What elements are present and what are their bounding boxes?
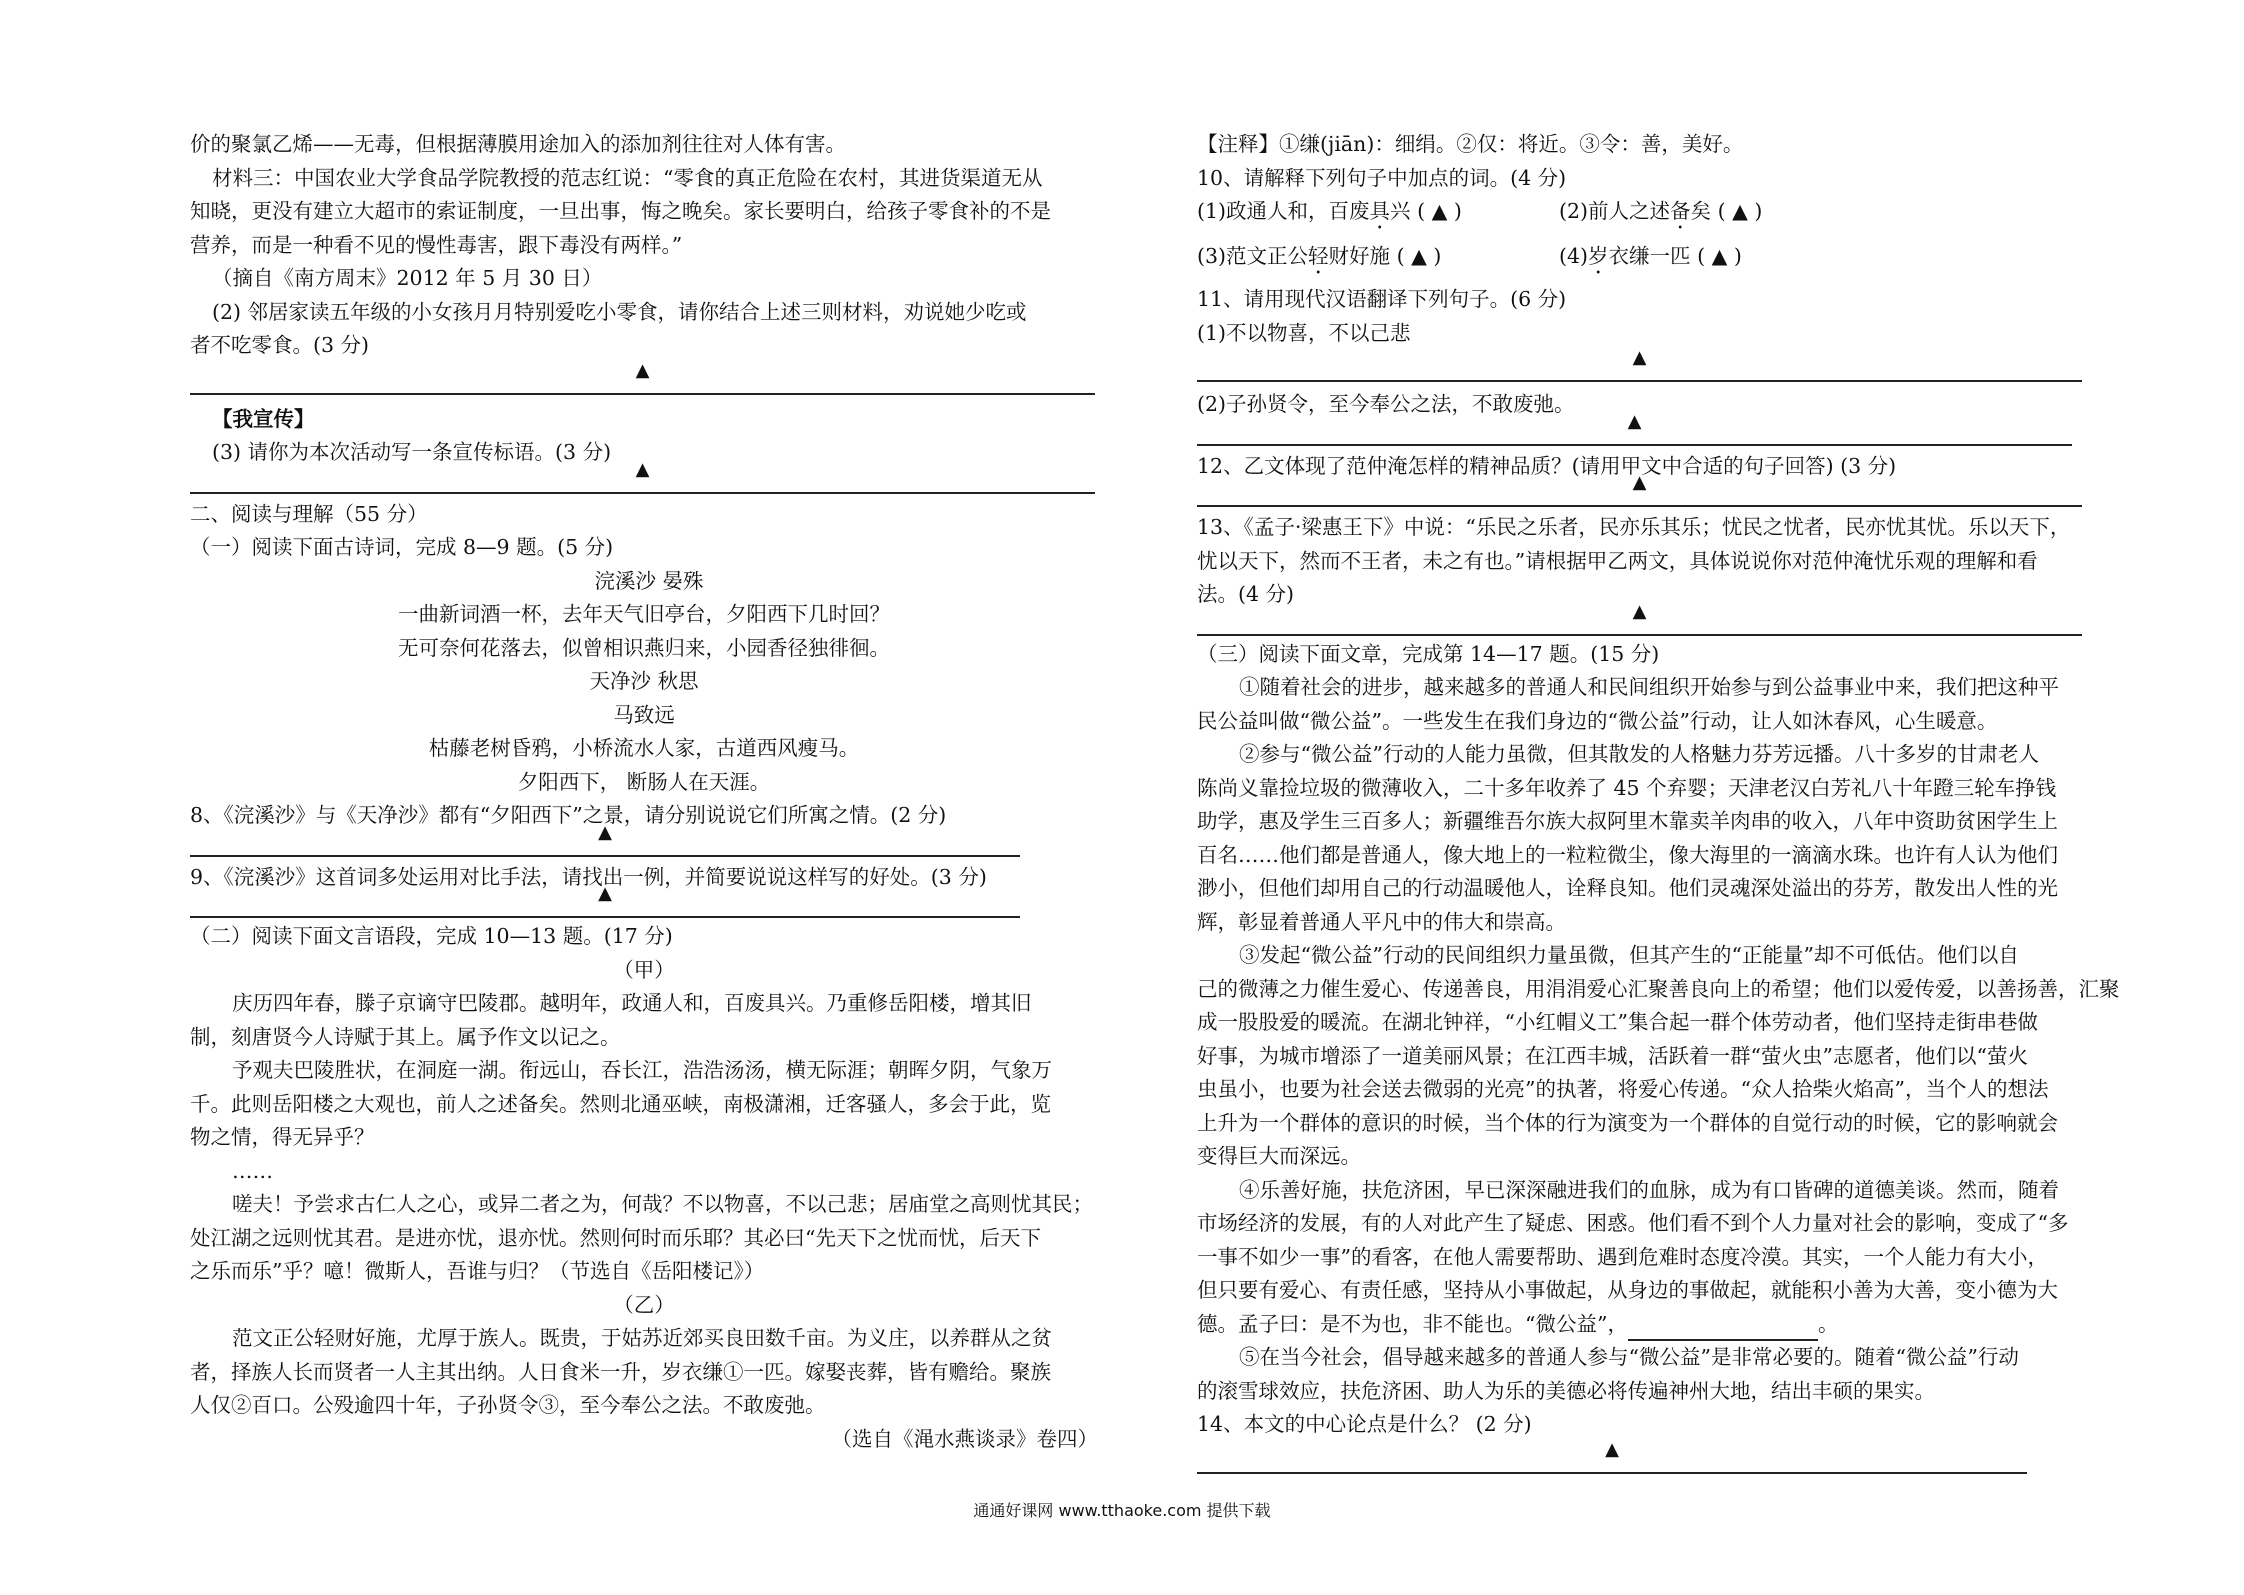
passage-line: 者，择族人长而贤者一人主其出纳。人日食米一升，岁衣缣①一匹。嫁娶丧葬，皆有赡给。聚族: [190, 1359, 1051, 1384]
article-line: 好事，为城市增添了一道美丽风景；在江西丰城，活跃着一群“萤火虫”志愿者，他们以“萤火: [1197, 1043, 2028, 1068]
article-line: ⑤在当今社会，倡导越来越多的普通人参与“微公益”是非常必要的。随着“微公益”行动: [1239, 1345, 2019, 1369]
question-11-2: (2)子孙贤令，至今奉公之法，不敢废弛。: [1197, 392, 1575, 416]
article-line: 市场经济的发展，有的人对此产生了疑虑、困惑。他们看不到个人力量对社会的影响，变成了“多: [1197, 1211, 2069, 1235]
article-line: 百名……他们都是普通人，像大地上的一粒粒微尘，像大海里的一滴滴水珠。也许有人认为他们: [1197, 842, 2058, 867]
q10-item-1: (1)政通人和，百废具兴 ( ▲ ): [1197, 199, 1462, 223]
answer-triangle-icon: ▲: [635, 458, 650, 480]
article-line: 变得巨大而深远。: [1197, 1144, 1361, 1168]
passage-ellipsis: ……: [232, 1158, 273, 1183]
article-line: 一事不如少一事”的看客，在他人需要帮助、遇到危难时态度冷漠。其实，一个人能力有大小，: [1197, 1244, 2048, 1269]
answer-line[interactable]: [1197, 1438, 2027, 1474]
subsection-heading: （二）阅读下面文言语段，完成 10—13 题。(17 分): [190, 924, 673, 948]
poem-title: 天净沙 秋思: [589, 669, 699, 693]
article-line: ①随着社会的进步，越来越多的普通人和民间组织开始参与到公益事业中来，我们把这种平: [1239, 675, 2059, 699]
text-line: 价的聚氯乙烯——无毒，但根据薄膜用途加入的添加剂往往对人体有害。: [190, 132, 846, 156]
answer-line[interactable]: [190, 359, 1095, 395]
answer-triangle-icon: ▲: [1632, 347, 1647, 368]
q10-item-4: (4)岁衣缣一匹 ( ▲ ): [1559, 244, 1742, 268]
answer-triangle-icon: ▲: [1627, 410, 1642, 432]
question-13: 忧以天下，然而不王者，未之有也。”请根据甲乙两文，具体说说你对范仲淹忧乐观的理解和看: [1197, 548, 2038, 573]
article-line: 己的微薄之力催生爱心、传递善良，用涓涓爱心汇聚善良向上的希望；他们以爱传爱，以善扬善，汇聚: [1197, 976, 2120, 1001]
passage-line: 千。此则岳阳楼之大观也，前人之述备矣。然则北通巫峡，南极潇湘，迁客骚人，多会于此，览: [190, 1091, 1051, 1116]
answer-line[interactable]: [1197, 410, 2072, 446]
source-citation: （摘自《南方周末》2012 年 5 月 30 日）: [212, 266, 603, 290]
answer-triangle-icon: ▲: [598, 821, 612, 843]
question-10-row: [1197, 240, 2112, 279]
article-line: 虫虽小，也要为社会送去微弱的光亮”的执著，将爱心传递。“众人拾柴火焰高”，当个人的想法: [1197, 1077, 2049, 1101]
poem-line: 无可奈何花落去，似曾相识燕归来，小园香径独徘徊。: [398, 635, 890, 660]
answer-line[interactable]: [190, 821, 1020, 857]
question-13: 13、《孟子·梁惠王下》中说：“乐民之乐者，民亦乐其乐；忧民之忧者，民亦忧其忧。乐以天下，: [1197, 515, 2071, 539]
source-citation: （选自《渑水燕谈录》卷四）: [831, 1426, 1098, 1451]
article-line: 成一股股爱的暖流。在湖北钟祥，“小红帽义工”集合起一群个体劳动者，他们坚持走街串巷做: [1197, 1010, 2038, 1034]
answer-line[interactable]: [1197, 347, 2082, 382]
question-10-row: [1197, 195, 2112, 234]
right-column: [1197, 128, 2120, 1474]
article-line: 民公益叫做“微公益”。一些发生在我们身边的“微公益”行动，让人如沐春风，心生暖意。: [1197, 708, 1998, 733]
question-10: 10、请解释下列句子中加点的词。(4 分): [1197, 165, 1567, 190]
q10-item-3: (3)范文正公轻财好施 ( ▲ ): [1197, 244, 1442, 268]
passage-line: 予观夫巴陵胜状，在洞庭一湖。衔远山，吞长江，浩浩汤汤，横无际涯；朝晖夕阴，气象万: [232, 1058, 1052, 1082]
annotation-note: 【注释】①缣(jiān)：细绢。②仅：将近。③令：善，美好。: [1197, 132, 1744, 156]
article-line: 德。孟子曰：是不为也，非不能也。“微公益”， 。: [1197, 1308, 2112, 1342]
question-12: 12、乙文体现了范仲淹怎样的精神品质？(请用甲文中合适的句子回答) (3 分): [1197, 453, 1897, 478]
article-line: 渺小，但他们却用自己的行动温暖他人，诠释良知。他们灵魂深处溢出的芬芳，散发出人性的光: [1197, 876, 2058, 900]
answer-triangle-icon: ▲: [635, 359, 650, 381]
article-line: 但只要有爱心、有责任感，坚持从小事做起，从身边的事做起，就能积小善为大善，变小德为大: [1197, 1278, 2058, 1302]
answer-triangle-icon: ▲: [1605, 1438, 1619, 1460]
question-11-1: (1)不以物喜，不以己悲: [1197, 320, 1411, 345]
passage-line: 庆历四年春，滕子京谪守巴陵郡。越明年，政通人和，百废具兴。乃重修岳阳楼，增其旧: [232, 991, 1032, 1015]
question-3: (3) 请你为本次活动写一条宣传标语。(3 分): [212, 440, 612, 464]
answer-triangle-icon: ▲: [1632, 472, 1647, 493]
article-line: ③发起“微公益”行动的民间组织力量虽微，但其产生的“正能量”却不可低估。他们以自: [1239, 943, 2019, 967]
article-line: ②参与“微公益”行动的人能力虽微，但其散发的人格魅力芬芳远播。八十多岁的甘肃老人: [1239, 742, 2039, 766]
poem-line: 枯藤老树昏鸦，小桥流水人家，古道西风瘦马。: [428, 736, 860, 760]
passage-line: 范文正公轻财好施，尤厚于族人。既贵，于姑苏近郊买良田数千亩。为义庄，以养群从之贫: [232, 1326, 1052, 1350]
answer-line[interactable]: [1197, 600, 2082, 636]
article-line: 陈尚义靠捡垃圾的微薄收入，二十多年收养了 45 个弃婴；天津老汉白芳礼八十年蹬三轮车挣钱: [1197, 775, 2057, 800]
passage-line: 处江湖之远则忧其君。是进亦忧，退亦忧。然则何时而乐耶？其必曰“先天下之忧而忧，后天下: [190, 1225, 1041, 1250]
subsection-heading: （一）阅读下面古诗词，完成 8—9 题。(5 分): [190, 535, 614, 559]
answer-triangle-icon: ▲: [1632, 600, 1647, 622]
passage-label: （乙）: [613, 1292, 675, 1317]
question-14: 14、本文的中心论点是什么？ (2 分): [1197, 1412, 1532, 1436]
question-2: (2) 邻居家读五年级的小女孩月月特别爱吃小零食，请你结合上述三则材料，劝说她少吃或: [212, 299, 1027, 324]
answer-line[interactable]: [190, 458, 1095, 494]
passage-line: 制，刻唐贤今人诗赋于其上。属予作文以记之。: [190, 1024, 621, 1049]
poem-line: 夕阳西下， 断肠人在天涯。: [517, 769, 771, 794]
question-9: 9、《浣溪沙》这首词多处运用对比手法，请找出一例，并简要说说这样写的好处。(3 分): [190, 864, 987, 889]
article-line: 辉，彰显着普通人平凡中的伟大和崇高。: [1197, 909, 1566, 934]
subsection-heading: （三）阅读下面文章，完成第 14—17 题。(15 分): [1197, 641, 1660, 666]
passage-line: 之乐而乐”乎？噫！微斯人，吾谁与归？（节选自《岳阳楼记》）: [190, 1259, 765, 1283]
left-column: [190, 128, 1098, 1456]
answer-line[interactable]: [1197, 472, 2082, 507]
article-line: 上升为一个群体的意识的时候，当个体的行为演变为一个群体的自觉行动的时候，它的影响就会: [1197, 1110, 2058, 1135]
passage-label: （甲）: [613, 957, 675, 982]
question-11: 11、请用现代汉语翻译下列句子。(6 分): [1197, 287, 1567, 311]
section-heading: 【我宣传】: [212, 406, 315, 431]
fill-in-blank[interactable]: [1628, 1319, 1818, 1341]
poem-author: 马致远: [613, 702, 675, 727]
text-line: 营养，而是一种看不见的慢性毒害，跟下毒没有两样。”: [190, 232, 683, 257]
article-line: 助学，惠及学生三百多人；新疆维吾尔族大叔阿里木靠卖羊肉串的收入，八年中资助贫困学生上: [1197, 809, 2058, 833]
question-8: 8、《浣溪沙》与《天净沙》都有“夕阳西下”之景，请分别说说它们所寓之情。(2 分): [190, 803, 947, 827]
section-heading: 二、阅读与理解（55 分）: [190, 501, 428, 526]
answer-line[interactable]: [190, 883, 1020, 918]
text-line: 知晓，更没有建立大超市的索证制度，一旦出事，悔之晚矣。家长要明白，给孩子零食补的不是: [190, 199, 1051, 223]
text-line: 者不吃零食。(3 分): [190, 333, 370, 357]
poem-title: 浣溪沙 晏殊: [594, 568, 704, 593]
q10-item-2: (2)前人之述备矣 ( ▲ ): [1559, 199, 1763, 223]
passage-line: 人仅②百口。公殁逾四十年，子孙贤令③，至今奉公之法。不敢废弛。: [190, 1393, 826, 1417]
answer-triangle-icon: ▲: [598, 883, 612, 904]
passage-line: 物之情，得无异乎？: [190, 1125, 375, 1149]
passage-line: 嗟夫！予尝求古仁人之心，或异二者之为，何哉？不以物喜，不以己悲；居庙堂之高则忧其民；: [232, 1192, 1093, 1216]
text-line: 材料三：中国农业大学食品学院教授的范志红说：“零食的真正危险在农村，其进货渠道无从: [212, 165, 1043, 190]
article-line: ④乐善好施，扶危济困，早已深深融进我们的血脉，成为有口皆碑的道德美谈。然而，随着: [1239, 1177, 2059, 1202]
article-line: 的滚雪球效应，扶危济困、助人为乐的美德必将传遍神州大地，结出丰硕的果实。: [1197, 1378, 1935, 1403]
poem-line: 一曲新词酒一杯，去年天气旧亭台，夕阳西下几时回？: [398, 602, 890, 626]
page-footer: 通通好课网 www.tthaoke.com 提供下载: [973, 1501, 1271, 1520]
question-13: 法。(4 分): [1197, 582, 1295, 606]
